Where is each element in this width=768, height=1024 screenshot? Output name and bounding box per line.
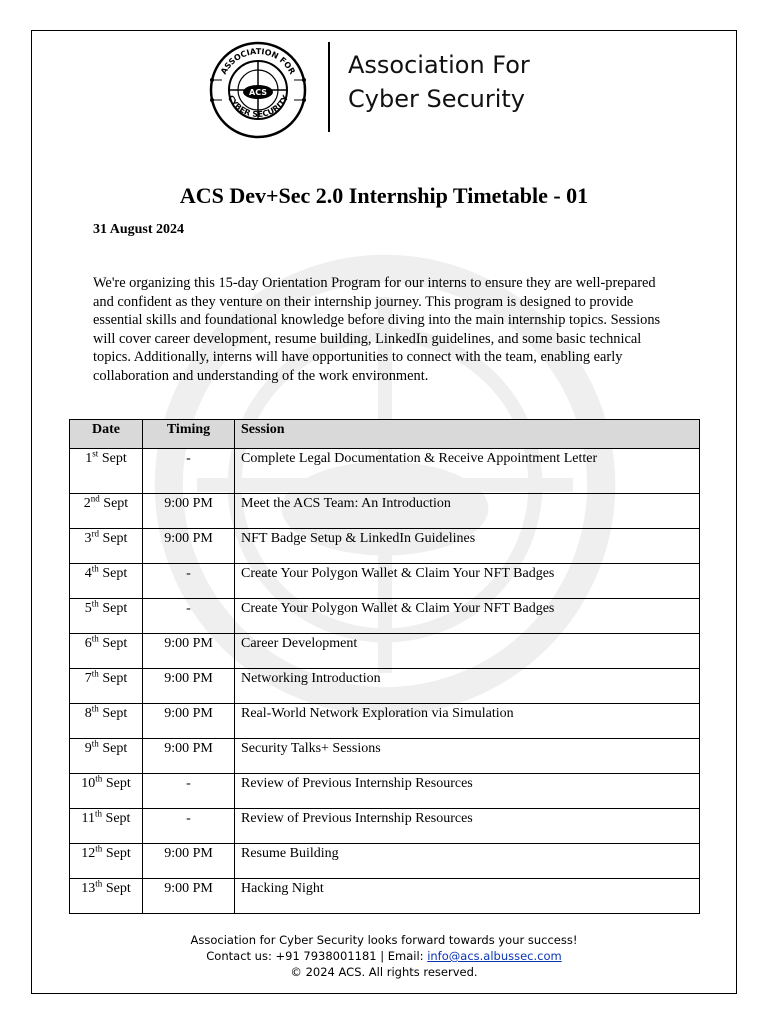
- table-row: [70, 774, 700, 809]
- table-row: [70, 844, 700, 879]
- email-link[interactable]: info@acs.albussec.com: [427, 949, 562, 963]
- footer-contact-text: Contact us: +91 7938001181 | Email:: [206, 949, 428, 963]
- date-ordinal-suffix: th: [91, 598, 99, 609]
- date-ordinal-suffix: th: [95, 878, 103, 889]
- table-row: [70, 494, 700, 529]
- cell-session: NFT Badge Setup & LinkedIn Guidelines: [235, 529, 700, 564]
- table-row: [70, 599, 700, 634]
- date-ordinal-suffix: th: [91, 633, 99, 644]
- cell-session: Real-World Network Exploration via Simulation: [235, 704, 700, 739]
- date-month: Sept: [105, 846, 131, 861]
- cell-date: [70, 564, 143, 599]
- footer-tagline: Association for Cyber Security looks forward towards your success!: [190, 933, 578, 947]
- cell-date: [70, 704, 143, 739]
- cell-date: [70, 599, 143, 634]
- date-day: 13: [81, 881, 96, 896]
- cell-date: [70, 739, 143, 774]
- cell-session: Security Talks+ Sessions: [235, 739, 700, 774]
- cell-date: [70, 809, 143, 844]
- date-month: Sept: [102, 601, 128, 616]
- cell-timing: 9:00 PM: [143, 529, 235, 564]
- org-name-line2: Cyber Security: [348, 85, 526, 113]
- date-month: Sept: [102, 741, 128, 756]
- date-month: Sept: [101, 451, 127, 466]
- cell-session: Resume Building: [235, 844, 700, 879]
- logo-ring-top-text: ASSOCIATION FOR: [219, 46, 297, 76]
- column-header-session: Session: [235, 420, 700, 449]
- date-month: Sept: [102, 636, 128, 651]
- cell-date: [70, 774, 143, 809]
- table-row: [70, 809, 700, 844]
- cell-timing: 9:00 PM: [143, 879, 235, 914]
- header-divider: [328, 42, 330, 132]
- date-ordinal-suffix: th: [95, 773, 103, 784]
- footer-copyright: © 2024 ACS. All rights reserved.: [290, 965, 478, 979]
- table-row: [70, 669, 700, 704]
- date-month: Sept: [105, 776, 131, 791]
- acs-logo-icon: [207, 40, 309, 140]
- organization-name: [348, 48, 668, 116]
- cell-date: [70, 529, 143, 564]
- date-day: 6: [84, 636, 92, 651]
- date-day: 1: [85, 451, 93, 466]
- cell-timing: 9:00 PM: [143, 844, 235, 879]
- date-ordinal-suffix: th: [91, 668, 99, 679]
- date-month: Sept: [103, 496, 129, 511]
- timetable-body: [70, 449, 700, 914]
- cell-session: Career Development: [235, 634, 700, 669]
- cell-timing: 9:00 PM: [143, 669, 235, 704]
- date-day: 12: [81, 846, 96, 861]
- column-header-date: Date: [70, 420, 143, 449]
- document-title: ACS Dev+Sec 2.0 Internship Timetable - 01: [179, 183, 589, 208]
- date-ordinal-suffix: th: [91, 738, 99, 749]
- cell-session: Create Your Polygon Wallet & Claim Your NFT Badges: [235, 599, 700, 634]
- cell-session: Review of Previous Internship Resources: [235, 774, 700, 809]
- date-day: 4: [84, 566, 92, 581]
- date-day: 2: [83, 496, 91, 511]
- cell-session: Meet the ACS Team: An Introduction: [235, 494, 700, 529]
- cell-timing: -: [143, 599, 235, 634]
- date-ordinal-suffix: th: [95, 808, 103, 819]
- table-row: [70, 704, 700, 739]
- table-row: [70, 634, 700, 669]
- date-month: Sept: [102, 706, 128, 721]
- table-row: [70, 879, 700, 914]
- date-month: Sept: [102, 566, 128, 581]
- cell-timing: 9:00 PM: [143, 634, 235, 669]
- cell-date: [70, 844, 143, 879]
- date-day: 9: [84, 741, 92, 756]
- cell-timing: -: [143, 809, 235, 844]
- date-ordinal-suffix: th: [95, 843, 103, 854]
- cell-timing: 9:00 PM: [143, 704, 235, 739]
- column-header-timing: Timing: [143, 420, 235, 449]
- cell-date: [70, 494, 143, 529]
- cell-session: Create Your Polygon Wallet & Claim Your NFT Badges: [235, 564, 700, 599]
- table-row: [70, 739, 700, 774]
- date-month: Sept: [105, 881, 131, 896]
- date-ordinal-suffix: nd: [90, 493, 100, 504]
- footer-contact: [0, 948, 768, 964]
- intro-paragraph: We're organizing this 15-day Orientation Program for our interns to ensure they are well-prepared and confident as they venture on their internship journey. This program is designed to provide essential skills and foundational knowledge before diving into the main internship topics. Sessions will cover career development, resume building, LinkedIn guidelines, and some basic technical topics. Additionally, interns will have opportunities to connect with the team, enabling early collaboration and understanding of the work environment.: [93, 275, 661, 384]
- date-month: Sept: [105, 811, 131, 826]
- cell-session: Hacking Night: [235, 879, 700, 914]
- date-ordinal-suffix: rd: [91, 528, 100, 539]
- cell-timing: 9:00 PM: [143, 494, 235, 529]
- table-row: [70, 449, 700, 494]
- cell-date: [70, 669, 143, 704]
- date-month: Sept: [102, 671, 128, 686]
- footer: [0, 932, 768, 980]
- date-day: 8: [84, 706, 92, 721]
- table-row: [70, 529, 700, 564]
- table-header-row: [70, 420, 700, 449]
- date-day: 11: [81, 811, 96, 826]
- cell-timing: -: [143, 564, 235, 599]
- cell-session: Networking Introduction: [235, 669, 700, 704]
- timetable: [69, 419, 700, 914]
- logo-text: ACS: [249, 88, 267, 97]
- document-date: 31 August 2024: [93, 222, 185, 237]
- date-day: 10: [81, 776, 96, 791]
- cell-date: [70, 634, 143, 669]
- cell-session: Complete Legal Documentation & Receive Appointment Letter: [235, 449, 700, 494]
- date-day: 7: [84, 671, 92, 686]
- date-ordinal-suffix: st: [92, 448, 99, 459]
- date-ordinal-suffix: th: [91, 703, 99, 714]
- table-row: [70, 564, 700, 599]
- logo-ring-bottom-text: CYBER SECURITY: [225, 93, 291, 120]
- cell-date: [70, 449, 143, 494]
- cell-date: [70, 879, 143, 914]
- cell-timing: -: [143, 774, 235, 809]
- date-ordinal-suffix: th: [91, 563, 99, 574]
- cell-session: Review of Previous Internship Resources: [235, 809, 700, 844]
- cell-timing: -: [143, 449, 235, 494]
- org-name-line1: Association For: [348, 51, 530, 79]
- cell-timing: 9:00 PM: [143, 739, 235, 774]
- date-day: 3: [84, 531, 92, 546]
- date-month: Sept: [102, 531, 128, 546]
- date-day: 5: [84, 601, 92, 616]
